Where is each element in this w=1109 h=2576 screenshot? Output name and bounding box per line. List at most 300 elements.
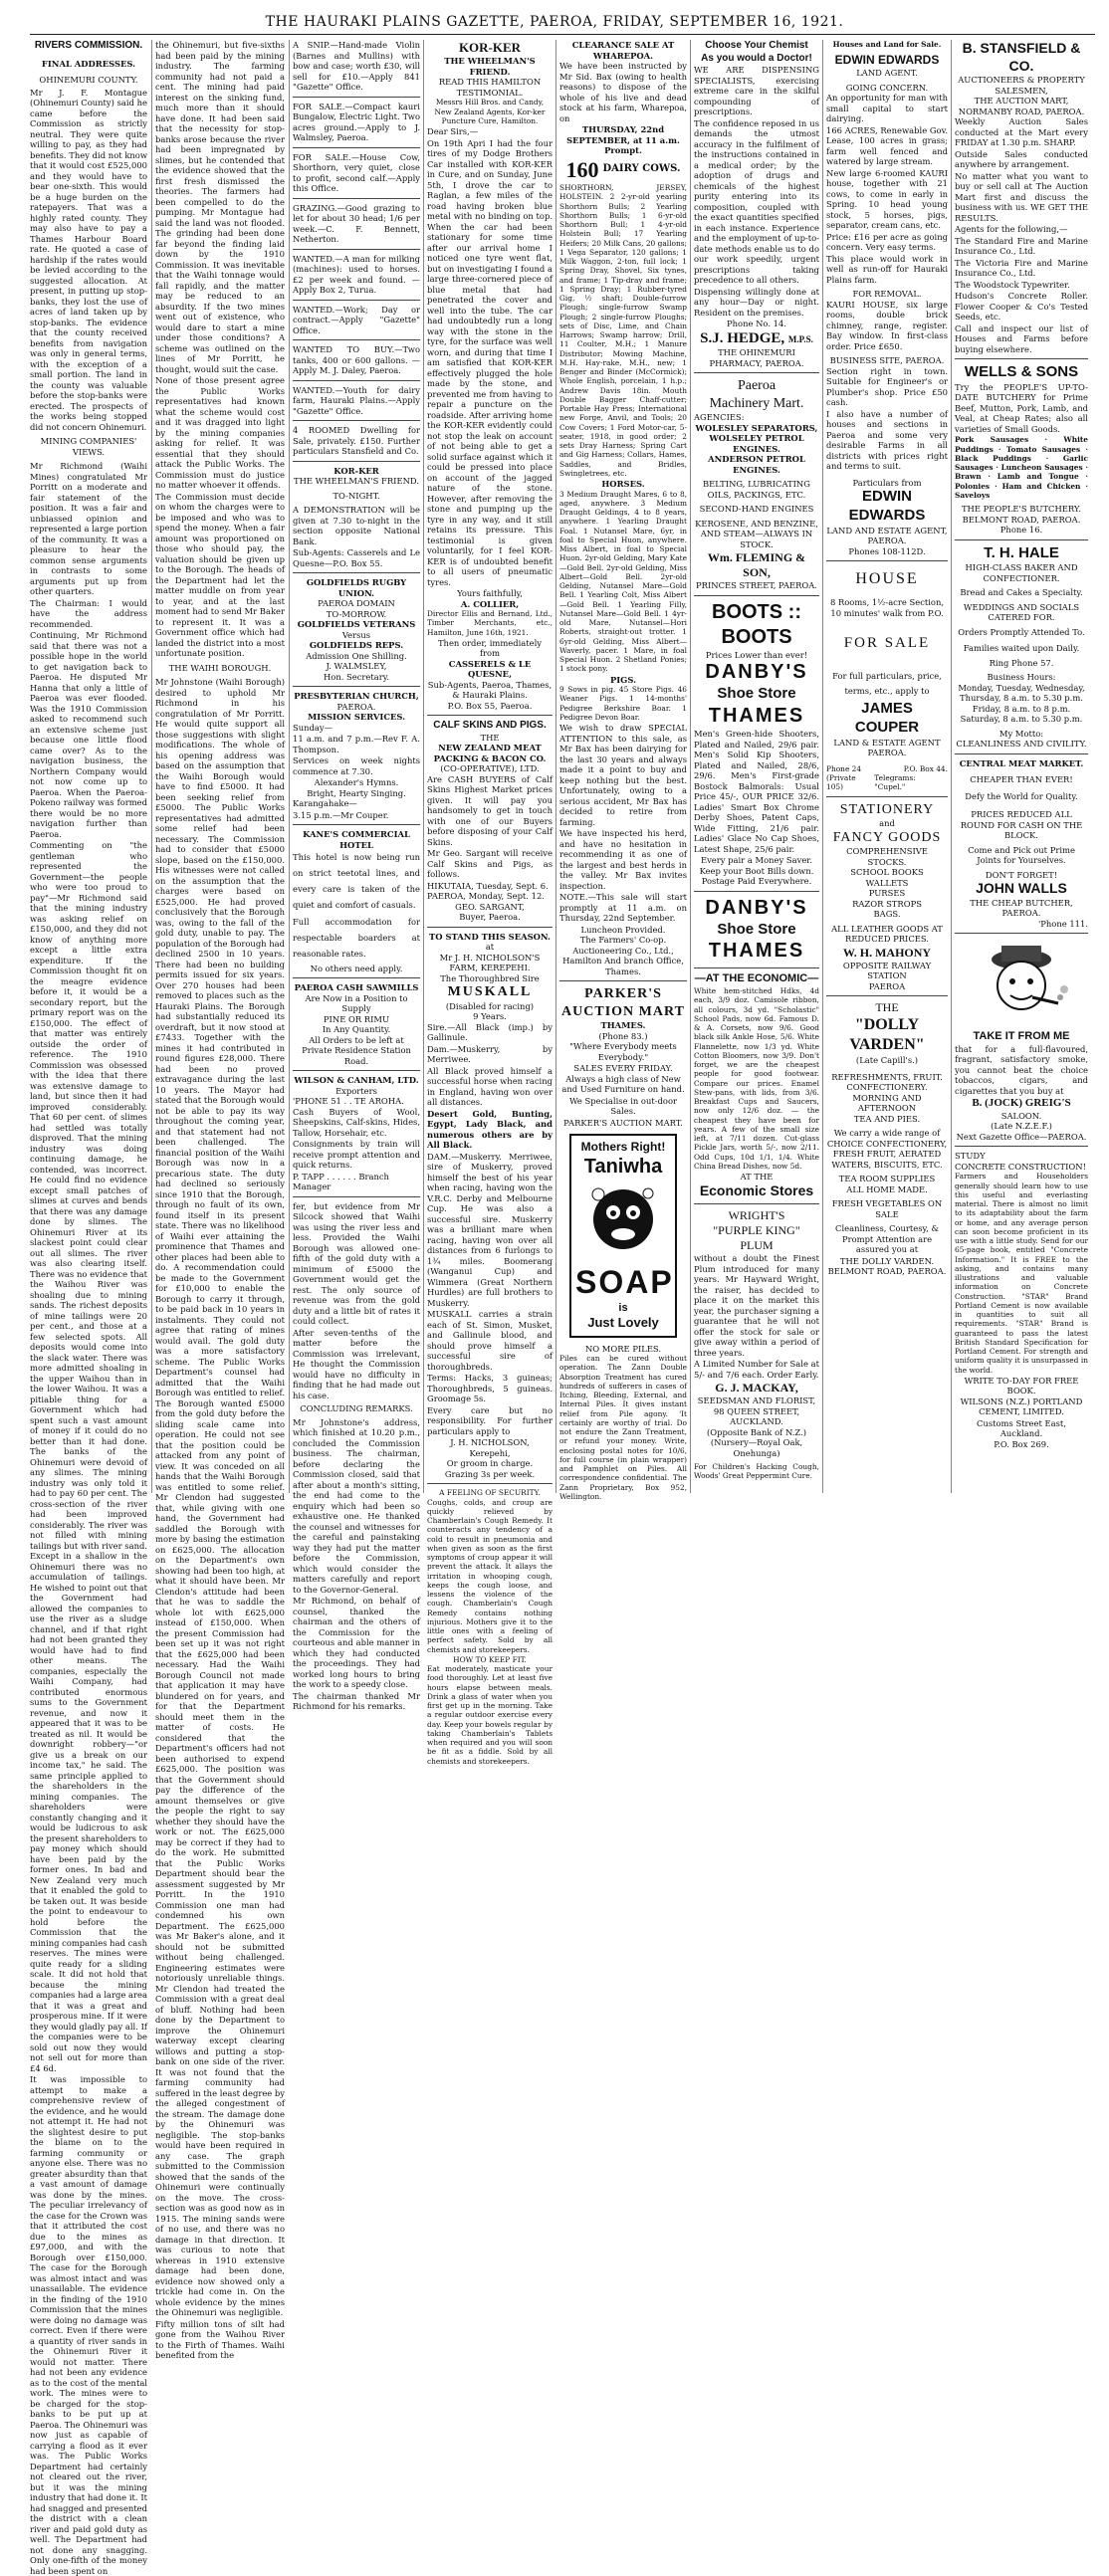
ad-text: Mr Geo. Sargant will receive Calf Skins and Pigs, as follows. [427, 848, 553, 880]
ad-text: No others need apply. [310, 963, 403, 973]
ad-text: DAIRY COWS. [602, 163, 681, 174]
ad-text: WE ARE DISPENSING SPECIALISTS, exercising extreme care in the skilful compounding of prescriptions. [694, 65, 819, 116]
horse-name: MUSKALL [447, 984, 533, 1000]
column-5 [559, 40, 687, 1501]
ad-text: PAEROA. [1001, 908, 1041, 919]
paragraph: Mr Johnstone (Waihi Borough) desired to uphold Mr Richmond in his congratulation of Mr Porritt. He would quite support all those suggestions with slight modifications. The whole of his opening address was based on the assumption that the Waihi Borough would have to find £5000. It had been seeking relief from £5000. The Public Works representatives had admitted some relief had been necessary. The Commission had to consider that £5000 slope, based on the £150,000. His witnesses were not called on the assumption that the charges were based on £525,000. He had proved conclusively that the Borough was, owing to the fall of the gold duty, unable to pay. The population of the Borough had declined 2500 in 10 years. There had been no building permits issued for six years. Over 270 houses had been removed to places such as the Hauraki Plains. The Borough had substantially reduced its overdraft, but it now stood at £7433. Together with the mines it had contributed in round figures £28,000. There had been no proved extravagance during the last 10 years. The Mayor had stated that the Borough would not be able to pay its way throughout the coming year, and that statement had not been challenged. The financial position of the Waihi Borough was now in a precarious state. The duty had declined so seriously since 1910 that the Borough, through no fault of its own, found itself in its present state. There was no likelihood of Waihi ever attaining the prominence that Thames and other places had been able to do. A recommendation could be made to the Government for £10,000 to enable the Borough to carry it through, to be paid back in 10 years in instalments. They could not agree that rating of mines would avail. The gold duty was a more satisfactory scheme. The Public Works Department's counsel had admitted that the Waihi Borough was entitled to relief. The Borough wanted £5000 from the gold duty before the sliding scale came into operation. He could not see that the position could be attacked from any point of view. It was conceded on all hands that the Waihi Borough was entitled to some relief. Mr Clendon had suggested that, while giving with one hand, the Government had saddled the Borough with more by basing the estimation on £625,000. The allocation on the Department's own showing had been too high, at what it should have been. Mr Clendon's attitude had been that he was to saddle the whole lot with £625,000 instead of £150,000. When the present Commission had been set up it was not right that the £625,000 had been necessary. Had the Waihi Borough Council not made that application it may have blundered on for years, and for that the Department should meet them in the matter of costs. He considered that the Department's officers had not been authorised to expend £625,000. The position was that the Government should pay the difference of the amount themselves or give the people the right to say whether they should have the work or not. The £625,000 may be correct if they had to do the work. He submitted that the Public Works Department should bear the assessment suggested by Mr Porritt. In the 1910 Commission one man had condemned his own Department. The £625,000 was Mr Baker's alone, and it should not be submitted without being challenged. Engineering estimates were notoriously unreliable things. Mr Clendon had treated the Commission with a great deal of bluff. Nothing had been done by the Department to improve the Ohinemuri waterway except clearing willows and putting a stop-bank on one side of the river. It was not found that the farming community had suffered in the least degree by the alleged congestment of the stream. The damage done by the Ohinemuri was negligible. The stop-banks would have been required in any case. The graph submitted to the Commission showed that the sands of the Ohinemuri were continually on the move. The cross-section was as good now as in 1915. The mining sands were of no use, and there was no damage in that direction. It was curious to note that whereas in 1910 extensive damage had been done, evidence now showed only a trickle had come in. On the whole evidence by the mines the Ohinemuri was negligible. [155, 677, 285, 2317]
ad-text: P.O. Box 44. [903, 763, 948, 773]
ad-text: that for a full-flavoured, fragrant, satisfactory smoke, you cannot beat the choice tobaccos, cigars, and cigarettes that you buy at [955, 1043, 1088, 1096]
ad-text: Defy the World for Quality. [965, 790, 1078, 801]
ad-heading: S.J. HEDGE, [700, 329, 785, 346]
ad-heading: GOLDFIELDS RUGBY UNION. [306, 577, 407, 598]
ad-text: BAGS. [873, 909, 901, 919]
ad-subheading: THE WHEELMAN'S FRIEND. [444, 56, 536, 77]
ad-text: Dam.—Muskerry, by Merriwee. [427, 1043, 553, 1065]
ad-text: The Victoria Fire and Marine Insurance Co., Ltd. [955, 257, 1088, 278]
paragraph: fer, but evidence from Mr Silcock showed that Waihi was using the river less and less. Provided the Waihi Borough was allowed one-fifth of the gold duty with a minimum of £5000 the Government would get the rest. The only source of revenue was from the gold duty and a little bit of rates it could collect. [293, 1200, 420, 1327]
ad-text: Terms: Hacks, 3 guineas; Thoroughbreds, 5 guineas. Groomage 5s. [427, 1373, 553, 1404]
ad-text: WOLSELEY PETROL ENGINES. [709, 433, 804, 454]
ad-text: THAMES. [600, 1020, 646, 1030]
column-rule [951, 40, 952, 1493]
ad-text: DON'T FORGET! [985, 869, 1058, 880]
ad-heading: COUPER [854, 719, 920, 736]
ad-text: NOTE.—This sale will start promptly at 11 a.m. on Thursday, 22nd September. [559, 892, 687, 923]
ad-text: We have inspected his herd, and have no hesitation in recommending it as one of the largest and best herds in the valley. Mr Bax invites inspection. [559, 828, 687, 891]
ad-heading: WRIGHT'S [728, 1208, 785, 1222]
ad-text: The Thoroughbred Sire [440, 972, 540, 983]
ad-text: Phone No. 14. [727, 319, 786, 328]
ad-text: PAEROA [868, 980, 906, 991]
ad-text: STUDY [955, 1151, 986, 1162]
ad-text: (Late Capill's.) [855, 1055, 919, 1065]
classified-ad: WANTED.—A man for milking (machines): used to horses. £2 per week and found. —Apply Box 2, Turua. [293, 253, 420, 295]
ad-text: Farmers and Householders generally should learn how to use this useful and everlasting material. There is almost no limit to its adaptability about the farm or home, and any average person can soon become proficient in its use with a little study. Send for our 65-page book, entitled "Concrete Information." It is FREE to the asking, and contains many illustrations and valuable information on Concrete Construction. "STAR" Brand Portland Cement is now available in quantities to suit all requirements. "STAR" Brand is guaranteed to pass the latest British Standard Specification for Portland Cement. For strength and uniform quality it is unsurpassed in the world. [955, 1172, 1088, 1375]
ad-heading: FOR SALE [843, 635, 931, 652]
ad-heading: TO-NIGHT. [333, 490, 380, 501]
ad-text: Cash Buyers of Wool, Sheepskins, Calf-skins, Hides, Tallow, Horsehair, etc. [293, 1106, 420, 1138]
ad-text: Postage Paid Everywhere. [701, 876, 812, 886]
paragraph: Mr Richmond, on behalf of counsel, thanked the chairman and the others of the Commission for the courteous and able manner in which they had conducted the proceedings. They had worked long hours to bring the work to a speedy close. [293, 1596, 420, 1690]
ad-text: SALOON. [1000, 1110, 1042, 1121]
ad-text: CLEANLINESS AND CIVILITY. [956, 739, 1087, 750]
ad-text: Hudson's Concrete Roller. Flower Cooper & Co's Tested Seeds, etc. [955, 291, 1088, 322]
ad-text: PRINCES STREET, PAEROA. [696, 580, 817, 591]
ad-heading: TAKE IT FROM ME [973, 1029, 1070, 1042]
ad-heading: —AT THE ECONOMIC— [694, 972, 819, 985]
brand-name: SOAP [575, 1263, 674, 1300]
ad-text: WEDDINGS AND SOCIALS CATERED FOR. [963, 601, 1080, 623]
stock-list: SHORTHORN, JERSEY, HOLSTEIN. 2 2-yr-old yearling Shorthorn Bulls; 2 Yearling Shorthorn Bulls; 1 6-yr-old Shorthorn Bull; 1 4-yr-old Holstein Bull; 17 Yearling Heifers; 20 Milk Cans, 20 gallons; 1 Vega Separator, 120 gallons; 1 Milk Waggon, 2-ton, full lock; 1 Spring Dray, Shovel, Six tynes, and frame; 1 Tip-dray and frame; 1 Spring Dray; 1 Rubber-tyred Gig, ½ shaft; Double-furrow Plough; single-furrow Swamp Plough; 2 single-furrow Ploughs; sets of Disc, Lime, and Chain Harrows; Swamp harrow; Drill, 11 Coulter, M.H.; 1 Manure Distributor; Mowing Machine, M.H. Hay-rake, M.H., new; 1 Benger and Binder (McCormick); Whole English, porcelain, 1 h.p.; Andrew Davis 18in. Mouth Double Bagger Chaff-cutter; Portable Hay Press; International new Forge, Anvil, and Tools; 20 Cow Covers; 1 Ford Motor-car, 5-seater, 1918, in good order; 2 sets Dray Harness; Spring Cart and Gig Harness; Collars, Hames, Saddles, and Bridles, Swingletrees, etc. [559, 183, 687, 478]
paragraph: the Ohinemuri, but five-sixths had been paid by the mining industry. The farming community had not paid a cent. The mining had paid interest on the sinking fund, much more than it should have done. It had been said that the necessity for stop-banks arose because the river had been impregnated by slimes, but he contended that the evidence showed that the first fresh dismissed the theories. The farmers had been compelled to do the pumping. Mr Montague had said the land was not flooded. The grinding had been done far beyond the finding laid down by the 1910 Commission. It was inevitable that the Waihi tonnage would fall rapidly, and the matter may be reduced to an absurdity. If the two mines went out of existence, who would dare to start a mine under those conditions? A scheme was outlined on the lines of Mr Porritt, he thought, would suit the case. [155, 40, 285, 374]
ad-text: J. WALMSLEY, [326, 661, 387, 671]
ad-text: A. COLLIER, [460, 598, 520, 609]
ad-text: Phone 24 [826, 763, 862, 773]
section-heading: BUSINESS SITE, PAEROA. [829, 355, 945, 366]
ad-heading: CLEARANCE SALE AT WHAREPOA. [571, 40, 675, 61]
ad-text: We wish to draw SPECIAL ATTENTION to this sale, as Mr Bax has been dairying for the last 30 years and always made it a point to buy and keep nothing but the best. Unfortunately, owing to a serious accident, Mr Bax has decided to retire from farming. [559, 723, 687, 827]
ad-heading: THAMES [708, 940, 805, 963]
ad-text: COMPREHENSIVE STOCKS. [846, 846, 928, 867]
ad-text: Or groom in charge. [446, 1458, 534, 1469]
ad-heading: CALF SKINS AND PIGS. [433, 720, 547, 732]
ad-heading: EDWIN EDWARDS [834, 53, 940, 68]
ad-text: (Nursery—Royal Oak, Onehunga) [710, 1437, 803, 1458]
masthead-rule [30, 34, 1095, 35]
ad-text: THE CHEAP BUTCHER, [970, 897, 1073, 908]
ad-heading: PAEROA CASH SAWMILLS [294, 982, 419, 993]
ad-text: White hem-stitched Hdks, 4d each, 3/9 doz. Camisole ribbon, all colours, 3d yd. "Scholastic" School Pads, now 6d. Famous D. & A. Corsets, now 9/6. Good black silk Ankle Hose, 5/6. White Flannelette, now 1/3 yd. White Cotton Bloomers, now 3/9. Don't forget, we are the cheapest people for good footwear. Compare our prices. Enamel Stew-pans, with lids, from 3/6. Breakfast Cups and Saucers, now only 12/6 doz. — the cheapest they have been for years. A few of the small size left, at 7/11 dozen. Cut-glass Pickle Jars, worth 5/-, now 2/11. Odd Cups, 10d 1/1, 1/4. White China Bread Dishes, now 5d. [694, 986, 819, 1171]
ad-text: Hon. Secretary. [323, 671, 390, 682]
classified-ad: WANTED TO BUY.—Two tanks, 400 or 600 gallons. —Apply M. J. Daley, Paeroa. [293, 344, 420, 375]
column-rule [555, 40, 556, 1493]
ad-text: Bread and Cakes a Specialty. [960, 587, 1083, 598]
ad-text: Monday, Tuesday, Wednesday, Thursday, 8 a.m. to 5.30 p.m. [958, 682, 1085, 704]
ad-text: Call and inspect our list of Houses and Farms before buying elsewhere. [955, 322, 1088, 354]
column-rule [289, 40, 290, 1493]
ad-text: Saturday, 8 a.m. to 5.30 p.m. [960, 714, 1083, 725]
stock-list: 9 Sows in pig. 45 Store Pigs. 46 Weaner Pigs. 1 14-months' Pedigree Berkshire Boar. 1 Pedigree Devon Boar. [559, 685, 687, 722]
ad-text: Try the PEOPLE'S UP-TO-DATE BUTCHERY for Prime Beef, Mutton, Pork, Lamb, and Veal, at Cheap Rates; also all varieties of Small Goods. [955, 381, 1088, 434]
paragraph: Coughs, colds, and croup are quickly relieved by Chamberlain's Cough Remedy. It counteracts any tendency of a cold to result in pneumonia and when given as soon as the first symptoms of croup appear it will prevent the attack. It allays the irritation in whooping cough, keeps the cough loose, and lessens the violence of the cough. Chamberlain's Cough Remedy contains nothing injurious. Mothers give it to the little ones with a feeling of perfect safety. Sold by all chemists and storekeepers. [427, 1497, 553, 1654]
ad-text: KAURI HOUSE, six large rooms, double brick chimney, range, register. Bay window. In first-class order. Price £650. [826, 299, 948, 351]
ad-text: Price: £16 per acre as going concern. Very easy terms. [826, 231, 948, 253]
smoker-illustration [955, 938, 1088, 1027]
ad-text: (Private 105) [826, 773, 856, 792]
ad-text: Every care but no responsibility. For further particulars apply to [427, 1404, 553, 1436]
column-6 [694, 40, 819, 1493]
ad-heading: PLUM [740, 1238, 774, 1252]
ad-text: Full accommodation for respectable boarders at reasonable rates. [293, 916, 420, 959]
section-heading: HORSES. [601, 479, 645, 489]
ad-text: Exporters [335, 1085, 377, 1096]
ad-text: THE AUCTION MART, [974, 96, 1069, 106]
ad-text: CONFECTIONERY. [846, 1082, 928, 1092]
ad-heading: Machinery Mart. [709, 395, 804, 411]
ad-text: WOLESLEY SEPARATORS, [695, 422, 818, 433]
column-rule [423, 40, 424, 1493]
paragraph: Eat moderately, masticate your food thoroughly. Let at least five hours elapse between meals. Drink a glass of water when you first get up in the morning. Take a regular outdoor exercise every day. Keep your bowels regular by taking Chamberlain's Tablets when required and you will soon be fit as a fiddle. Sold by all chemists and storekeepers. [427, 1664, 553, 1766]
ad-text: AT THE [740, 1172, 774, 1181]
ad-text: Friday, 8 a.m. to 8 p.m. [972, 703, 1071, 714]
ad-text: Admission One Shilling. [306, 650, 407, 661]
ad-heading: Choose Your Chemist [705, 40, 808, 51]
ad-text: An opportunity for man with small capital to start dairying. [826, 93, 948, 124]
ad-text: SALES EVERY FRIDAY. [573, 1063, 673, 1073]
ad-text: OPPOSITE RAILWAY STATION [842, 960, 932, 980]
ad-text: Ring Phone 57. [989, 657, 1054, 668]
classified-ad: WANTED.—Work; Day or contract.—Apply "Gazette" Office. [293, 304, 420, 335]
ad-text: BELMONT ROAD, PAEROA. [827, 1266, 947, 1276]
ad-text: Families waited upon Daily. [963, 643, 1080, 654]
ad-text: LAND AGENT. [856, 68, 918, 79]
ad-heading: Mothers Right! [580, 1140, 666, 1154]
ad-text: WILSONS (N.Z.) PORTLAND CEMENT, LIMITED. [960, 1395, 1083, 1417]
ad-text: ANDERSON PETROL ENGINES. [708, 454, 805, 475]
classified-ad: FOR SALE.—House Cow, Shorthorn, very quiet, close to profit, second calf.—Apply this Office. [293, 151, 420, 193]
classified-ad: GRAZING.—Good grazing to let for about 30 head; 1/6 per week.—C. F. Bennett, Netherton. [293, 202, 420, 244]
ad-text: BELTING, LUBRICATING OILS, PACKINGS, ETC. [703, 479, 810, 500]
ad-heading: Economic Stores [699, 1181, 814, 1198]
ad-text: Buyer, Paeroa. [459, 912, 521, 923]
ad-text: "Where Everybody meets Everybody." [569, 1041, 677, 1062]
ad-text: MISSION SERVICES. [307, 712, 406, 722]
ad-text: GOLDFIELDS VETERANS [297, 619, 416, 629]
ad-heading: THAMES [708, 705, 805, 727]
column-7 [826, 40, 948, 1493]
paragraph: Commenting on "the gentleman who represented the Government—the people who were too proud to pay"—Mr Richmond said that the mining industry was asking relief on £150,000, and they did not know of anything more except a little extra expenditure. If the Commission thought fit on the meagre evidence before it, it would be a secondary report, but the primary report was on the £150,000. The effect of that matter was entirely outside the order of reference. The 1910 Commission was obsessed with the idea that there was extensive damage to land, but since then it had improved considerably. That 60 per cent. of slimes had settled was totally disproved. That the mining industry was doing continuing damage, he contended, was incorrect. He could find no evidence except small patches of slimes at curves and bends that there was any damage done by slimes. The Ohinemuri River at its slackest point could clear out all slimes. The river was also clearing itself. There was no evidence that the Waihou River was shoaling due to mining sands. The richest deposits of mine tailings were 20 per cent., and those at a few selected spots. All deposits would come into the slack water. There was more admitted shoaling in the upper Waihou than in the lower Waihou. It was a pitiable thing for a Government which had spent such a vast amount of money if it could do no better than it had done. The banks of the Ohinemuri were devoid of any slimes. The mining industry was only told it had to pay 60 per cent. The cross-section of the river had been improved considerably. The river was not filled with mining tailings but with river sand. Except in a shallow in the Ohinemuri there was no accumulation of tailings. He wished to point out that the Government had allowed the companies to use the river as a sludge channel, and if that right had not been granted they would have had to find other means. The companies, especially the Waihi Company, had contributed enormous sums to the Government revenue, and now it appeared that it was to be treated as nil. It would be downright robbery—"or give us a break on our income tax," he said. The same principle applied to the shareholders in the mining companies. The shareholders were constantly changing and it would be ludicrous to ask the present shareholders to pay money which should have been paid by the former ones. In bad and New Zealand very much that it enabled the gold to be taken out. It was beside the point to endeavour to hold before the Commission that the mining companies had cash reserves. The mines were quite ready for a sliding scale. It did not hold that because the mining companies had a large area that it was a great and prosperous mine. If it were they would gladly pay all. If the companies were to be sold out now they would not sell out for more than £4 6d. [30, 840, 147, 2073]
ad-text: ALL HOME MADE. [846, 1183, 928, 1194]
ad-text: WRITE TO-DAY FOR FREE BOOK. [964, 1375, 1079, 1396]
ad-text: MORNING AND AFTERNOON [852, 1092, 922, 1113]
column-rule [822, 40, 823, 1493]
ad-heading: BOOTS :: BOOTS [712, 600, 801, 648]
ad-text: All Orders to be left at Private Residence Station Road. [302, 1034, 411, 1066]
ad-text: SECOND-HAND ENGINES [699, 504, 814, 515]
ad-text: Kerepehi, [469, 1447, 511, 1458]
ad-text: (Phone 83.) [598, 1030, 648, 1041]
ad-heading: DANBY'S [705, 661, 808, 684]
ad-heading: HOUSE [855, 570, 919, 588]
ad-text: Prices Lower than ever! [705, 649, 808, 660]
ad-text: 8 Rooms, 1½-acre Section, 10 minutes' walk from P.O. [829, 597, 945, 618]
ad-text: Services on week nights commence at 7.30. [293, 755, 420, 776]
ad-text: Particulars from [852, 477, 922, 488]
ad-heading: Houses and Land for Sale. [832, 40, 942, 49]
ad-text: Director Ellis and Bernand, Ltd., Timber Merchants, etc., Hamilton, June 16th, 1921. [427, 609, 553, 637]
ad-text: THE PEOPLE'S BUTCHERY. [961, 504, 1082, 514]
soap-face-illustration [578, 1180, 668, 1259]
ad-text: Sub-Agents: Casserels and Le Quesne—P.O. Box 55. [293, 547, 420, 568]
ad-text: RAZOR STROPS [852, 898, 922, 909]
ad-text: Every pair a Money Saver. [700, 855, 813, 865]
ad-heading: As you would a Doctor! [701, 52, 812, 64]
ad-text: In Any Quantity. [322, 1024, 391, 1035]
paragraph: Mr Johnstone's address, which finished at 10.20 p.m., concluded the Commission business. The chairman, before declaring the Commission closed, said that after about a month's sitting, the end had come to the enquiry which had been so exhaustive one. He thanked the counsel and witnesses for the careful and painstaking way they had put the matter before the Commission, which would consider the matters carefully and report to the Governor-General. [293, 1416, 420, 1595]
ad-text: 11 a.m. and 7 p.m.—Rev F. A. Thompson. [293, 734, 420, 754]
ad-text: The Farmers' Co-op. Auctioneering Co., Ltd., Hamilton And branch Office, Thames. [562, 935, 684, 976]
ad-text: HIKUTAIA, Tuesday, Sept. 6. [427, 880, 549, 891]
ad-text: Pork Sausages · White Puddings · Tomato Sausages · Black Puddings · Garlic Sausages · Luncheon Sausages · Brawn · Lamb and Tongue · Polonies · Ham and Chicken · Saveloys [955, 435, 1088, 500]
ad-text: PRICES REDUCED ALL ROUND FOR CASH ON THE BLOCK. [960, 809, 1083, 841]
ad-text: Always a high class of New and Used Furniture on hand. [561, 1073, 685, 1094]
ad-text: Are Now in a Position to Supply [305, 992, 408, 1014]
ad-text: New large 6-roomed KAURI house, together with 21 cows, to come in early in Spring. 10 head young stock, 5 horses, pigs, separator, cream cans, etc. [826, 167, 948, 231]
ad-heading: DANBY'S [705, 896, 808, 919]
ad-text: We have been instructed by Mr Sid. Bax (owing to health reasons) to dispose of the whole of his live and dead stock at his farm, Wharepoa, on [559, 61, 687, 123]
ad-text: NORMANBY ROAD, PAEROA. [958, 106, 1085, 116]
ad-text: LAND AND ESTATE AGENT, PAEROA. [826, 525, 948, 546]
ad-text: NEW ZEALAND MEAT PACKING & BACON CO. [433, 743, 547, 763]
ad-text: This place would work in well as run-off for Hauraki Plains farm. [826, 253, 948, 285]
ad-text: TEA ROOM SUPPLIES [838, 1174, 936, 1183]
ad-text: P.O. Box 55, Paeroa. [447, 700, 533, 711]
column-1 [30, 40, 147, 2576]
ad-text: Men's Green-hide Shooters, Plated and Nailed, 29/6 pair. Men's Solid Kip Shooters, Plated and Nailed, 28/6, 29/6. Men's First-grade Bostock Balmorals: Usual Price 45/-, OUR PRICE 32/6. Ladies' Smart Box Chrome Derby Shoes, Patent Caps, Wide Fitting, 21/6 pair. Ladies' Glace No Cap Shoes, Latest Shape, 25/6 pair. [694, 729, 819, 854]
ad-text: Outside Sales conducted anywhere by arrangement. [955, 148, 1088, 169]
ad-heading: JOHN WALLS [976, 880, 1067, 897]
ad-text: Dispensing willingly done at any hour—Day or night. Resident on the premises. [694, 286, 819, 318]
classified-ad: WANTED.—Youth for dairy farm, Hauraki Plains.—Apply "Gazette" Office. [293, 384, 420, 416]
article-subtitle: FINAL ADDRESSES. [41, 58, 136, 69]
ad-text: GEO. SARGANT, [455, 901, 525, 912]
ad-text: 'Phone 111. [1037, 918, 1088, 929]
ad-text: On 19th Apri I had the four tires of my Dodge Brothers Car installed with KOR-KER in Cure, and on Sunday, June 5th, I drove the car to Raglan, a few miles of the road having broken blue metal with no binding on top. When the car had been stationary for some time after our arrival home I noticed one tyre went flat, but on investigating I found a large three-cornered piece of blue metal that had penetrated the cover and well into the tube. The car had undoubtedly run a long way with the stone in the tyre, for the surface was well worn, and during that time I am satisfied that KOR-KER effectively plugged the hole made by the stone, and prevented me from having to repair a puncture on the roadside. After arriving home the KOR-KER evidently could not stop the leak on account of not being able to get a solid surface against which it could be pressed into place on account of the jagged nature of the stone. However, after removing the stone and pumping up the tyre in any way, and it still retains its pressure. This testimonial is given voluntarily, for I feel KOR-KER is of undoubted benefit to all users of pneumatic tyres. [427, 137, 553, 587]
paragraph: The Chairman: I would have the address recommended. [30, 597, 147, 629]
ad-text: Desert Gold, Bunting, Egypt, Lady Black, and numerous others are by All Black. [427, 1108, 553, 1151]
ad-text: Keep your Boot Bills down. [699, 865, 814, 876]
ad-text: M.P.S. [787, 333, 813, 344]
ad-subheading: THE WHEELMAN'S FRIEND. [294, 476, 419, 486]
ad-heading: Wm. FLEMING & SON, [707, 550, 806, 580]
ad-text: CHEAPER THAN EVER! [970, 774, 1073, 785]
ad-heading: CENTRAL MEAT MARKET. [959, 757, 1084, 768]
ad-text: Phone 16. [999, 525, 1043, 535]
column-rule [151, 40, 152, 1493]
ad-text: PURSES [868, 888, 906, 898]
ad-text: Weekly Auction Sales conducted at the Mart every FRIDAY at 1.30 p.m. SHARP. [955, 116, 1088, 147]
ad-text: AGENCIES: [694, 412, 745, 423]
ad-heading: WELLS & SONS [964, 363, 1079, 380]
ad-heading: AUCTION MART [561, 1003, 685, 1019]
section-heading: NO MORE PILES. [584, 1343, 662, 1354]
column-8 [955, 40, 1088, 1493]
ad-heading: PARKER'S [584, 986, 662, 1001]
ad-text: For Children's Hacking Cough, Woods' Great Peppermint Cure. [694, 1462, 819, 1481]
ad-text: Alexander's Hymns. [314, 777, 399, 787]
ad-heading: JAMES [861, 700, 913, 718]
ad-text: SCHOOL BOOKS [850, 867, 924, 877]
ad-text: Business Hours: [987, 672, 1056, 683]
ad-text: AUCTIONEERS & PROPERTY SALESMEN, [958, 75, 1085, 96]
section-heading: A FEELING OF SECURITY. [439, 1488, 541, 1498]
ad-text: 166 ACRES, Renewable Gov. Lease, 100 acres in grass; farm well fenced and watered by large stream. [826, 124, 948, 167]
ad-text: DAM.—Muskerry. Merriwee, sire of Muskerry, proved himself the best of his year when racing, having won the V.R.C. Derby and Melbourne Cup. He was also a successful sire. Muskerry was a brilliant mare when racing, having won over all distances from 6 furlongs to 1¾ miles. Boomerang (Wanganui Cup) and Wimmera (Great Northern Hurdles) are full brothers to Muskerry. [427, 1151, 553, 1308]
section-heading: OHINEMURI COUNTY. [39, 75, 138, 85]
ad-text: KEROSENE, AND BENZINE, AND STEAM—ALWAYS IN STOCK. [695, 518, 818, 549]
section-heading: CONCLUDING REMARKS. [300, 1403, 413, 1414]
ad-text: Customs Street East, Auckland. [977, 1417, 1066, 1439]
ad-text: A Limited Number for Sale at 5/- and 7/6 each. Order Early. [694, 1359, 819, 1380]
ad-heading: "PURPLE KING" [713, 1223, 800, 1237]
ad-text: Messrs Hill Bros. and Candy, New Zealand Agents, Kor-ker Puncture Cure, Hamilton. [434, 98, 546, 125]
ad-text: Dear Sirs,— [427, 126, 479, 136]
ad-text: For full particulars, price, terms, etc., apply to [832, 671, 942, 697]
column-2 [155, 40, 285, 2360]
ad-text: TEA AND PIES. [853, 1113, 921, 1124]
section-heading: GOING CONCERN. [845, 82, 929, 93]
ad-text: My Motto: [998, 728, 1044, 739]
ad-heading: Paeroa [737, 378, 776, 394]
ad-heading: Shoe Store [717, 920, 796, 938]
ad-text: MUSKALL carries a strain each of St. Simon, Musket, and Gallinule blood, and should prove himself a successful sire of thoroughbreds. [427, 1309, 553, 1372]
ad-text: P. TAPP . . . . . . Branch Manager [293, 1171, 389, 1192]
article-title: RIVERS COMMISSION. [34, 40, 143, 51]
ad-text: ALL LEATHER GOODS AT REDUCED PRICES. [831, 923, 943, 944]
paragraph: Mr Richmond (Waihi Mines) congratulated Mr Porritt on a moderate and fair statement of the position. It was a fair and unbiassed opinion and represented a large portion of the community. It was a pleasure to hear the common sense arguments in contrasts to some arguments put up from other quarters. [30, 461, 147, 596]
ad-text: GOLDFIELDS REPS. [309, 640, 404, 650]
ad-text: All Black proved himself a successful horse when racing in England, having won over all distances. [427, 1065, 553, 1108]
ad-text: Versus [341, 629, 371, 640]
ad-text: LAND & ESTATE AGENT [833, 737, 941, 748]
ad-text: SEEDSMAN AND FLORIST, [697, 1395, 816, 1405]
ad-heading: Shoe Store [717, 685, 796, 703]
ad-text: Sire.—All Black (imp.) by Gallinule. [427, 1021, 553, 1043]
ad-heading: WILSON & CANHAM, LTD. [294, 1075, 419, 1086]
ad-heading: KANE'S COMMERCIAL HOTEL [303, 829, 410, 850]
ad-text: CONCRETE CONSTRUCTION! [955, 1161, 1086, 1172]
ad-text: No matter what you want to buy or sell call at The Auction Mart first and discuss the business with us. WE GET THE RESULTS. [955, 170, 1088, 223]
ad-text: Consignments by train will receive prompt attention and quick returns. [293, 1139, 420, 1171]
ad-text: BELMONT ROAD, PAEROA. [962, 514, 1081, 525]
ad-heading: STATIONERY [839, 801, 935, 817]
ad-text: Section right in town. Suitable for Engineer's or Plumber's shop. Price £50 cash. [826, 365, 948, 408]
ad-text: 9 Years. [473, 1011, 507, 1022]
ad-text: P.O. Box 269. [994, 1438, 1049, 1449]
column-rule [690, 40, 691, 1493]
ad-text: PARKER'S AUCTION MART. [563, 1117, 683, 1128]
ad-heading: KOR-KER [333, 465, 379, 476]
ad-text: at [485, 942, 495, 953]
ad-text: Next Gazette Office—PAEROA. [956, 1131, 1087, 1142]
ad-text: Phones 108-112D. [848, 545, 926, 556]
ad-heading: KOR-KER [458, 40, 522, 55]
ad-text: Are CASH BUYERS of Calf Skins Highest Market prices given. It will pay you handsomely to get in touch with one of our Buyers before disposing of your Calf Skins. [427, 773, 553, 847]
ad-heading: EDWIN [862, 488, 912, 506]
ad-text: A DEMONSTRATION will be given at 7.30 to-night in the section opposite National Bank. [293, 505, 420, 546]
ad-text: THE [875, 1000, 899, 1014]
paragraph: Piles can be cured without operation. The Zann Double Absorption Treatment has cured hundreds of sufferers in cases of Itching, Bleeding, External, and Internal Piles. It gives instant relief from Pile agony. 'It certainly are worthy of trial. Do not endure the Zann Treatment, or refund your money. Write, enclosing postal notes for 10/6, for full course (in plain wrapper) and Pamphlet on Piles. All correspondence confidential. The Zann Proprietary, Box 952, Wellington. [559, 1354, 687, 1501]
ad-text: CHOICE CONFECTIONERY, FRESH FRUIT, AERATED WATERS, BISCUITS, ETC. [826, 1138, 948, 1170]
ad-text: 'PHONE 51 . . TE AROHA. [293, 1096, 404, 1107]
column-4 [427, 40, 553, 1766]
ad-heading: PRESBYTERIAN CHURCH, [294, 691, 419, 701]
ad-text: PAEROA. [336, 701, 376, 712]
ad-heading: T. H. HALE [984, 543, 1059, 561]
paragraph: The chairman thanked Mr Richmond for his remarks. [293, 1690, 420, 1712]
ad-text: PAEROA. [867, 748, 907, 758]
ad-text: Yours faithfully, [457, 588, 523, 598]
ad-text: THE OHINEMURI PHARMACY, PAEROA. [709, 347, 804, 368]
ad-text: The confidence reposed in us demands the utmost accuracy in the fulfilment of the instructions contained in a medical order; by the adoption of drugs and chemicals of the highest purity entering into its composition, coupled with the exact quantities specified in each instance. Experience and the employment of up-to-date methods enable us to do our work speedily, urgent prescriptions taking precedence to all others. [694, 117, 819, 285]
ad-heading: FANCY GOODS [832, 829, 942, 845]
cow-count: 160 [565, 156, 599, 182]
ad-text: Come and Pick out Prime Joints for Yourselves. [968, 844, 1075, 866]
ad-text: THURSDAY, 22nd SEPTEMBER, at 11 a.m. Prompt. [566, 124, 680, 155]
soap-ad [569, 1134, 677, 1338]
ad-text: 3.15 p.m.—Mr Couper. [293, 809, 389, 820]
ad-text: I also have a number of houses and sections in Paeroa and some very desirable Farms in all districts with prices right and terms to suit. [826, 408, 948, 472]
ad-text: HIGH-CLASS BAKER AND CONFECTIONER. [965, 562, 1078, 583]
ad-heading: B. (JOCK) GREIG'S [972, 1097, 1071, 1109]
ad-text: without a doubt the Finest Plum introduced for many years. Mr Hayward Wright, the raiser, has decided to place it on the market this year, the purchaser signing a guarantee that he will not offer the stock for sale or give away within a period of three years. [694, 1253, 819, 1358]
paragraph: The Commission must decide on whom the charges were to be imposed and who was to spend the money. When a fair amount was proportioned on those who should pay, the valuation should be given up to the Borough. The heads of the Department had let the matter muddle on from year to year, and at the last moment had to send Mr Baker to represent it. It was a Government office which had landed the district into a most unfortunate position. [155, 491, 285, 658]
section-heading: MINING COMPANIES' VIEWS. [40, 436, 137, 457]
ad-text: THE [480, 732, 500, 743]
ad-text: THE DOLLY VARDEN. [839, 1255, 935, 1266]
ad-text: (CO-OPERATIVE), LTD. [440, 763, 540, 774]
ad-text: and [879, 818, 895, 828]
paragraph: None of those present agree the Public Works representatives had known what the scheme would cost and it was dragged into light by the mining companies asking for relief. It was essential that they should attack the Public Works. The Commission must do justice no matter whoever it offends. [155, 375, 285, 490]
ad-text: is [618, 1301, 628, 1314]
section-heading: THE WAIHI BOROUGH. [168, 662, 272, 673]
ad-text: Bright, Hearty Singing. [307, 787, 406, 798]
ad-heading: W. H. MAHONY [842, 945, 932, 960]
ad-text: The Standard Fire and Marine Insurance Co., Ltd. [955, 235, 1088, 256]
ad-text: Then order, immediately from [437, 637, 543, 659]
ad-text: Sunday— [293, 722, 333, 733]
ad-text: Telegrams: "Cupel." [874, 773, 916, 792]
ad-text: (Late N.Z.E.F.) [991, 1121, 1052, 1132]
paragraph: Fifty million tons of silt had gone from the Waihou River to the Firth of Thames. Waihi benefited from the [155, 2318, 285, 2360]
paragraph: Continuing, Mr Richmond said that there was not a possible hope in the world to get navigation back to Paeroa. He disputed Mr Hanna that only a little of Paeroa was ever flooded. Was the 1910 Commission asked to recommend such an extensive scheme just because one little flood came over? As to the navigation business, the Northern Company would not now come up to Paeroa. When the Paeroa-Pokeno railway was formed there would be no more navigation further than Paeroa. [30, 630, 147, 839]
ad-text: Luncheon Provided. [580, 924, 666, 935]
ad-text: The Woodstock Typewriter. [955, 279, 1070, 290]
ad-text: CASSERELS & LE QUESNE, [448, 658, 532, 680]
section-heading: HOW TO KEEP FIT. [453, 1654, 527, 1664]
ad-text: This hotel is now being run on strict teetotal lines, and every care is taken of the quiet and comfort of casuals. [293, 852, 420, 910]
ad-subheading: READ THIS HAMILTON TESTIMONIAL. [438, 77, 542, 98]
section-heading: FOR REMOVAL. [852, 289, 922, 300]
ad-text: WALLETS [865, 877, 909, 888]
ad-text: FRESH VEGETABLES ON SALE [831, 1198, 943, 1219]
ad-text: Sub-Agents, Paeroa, Thames, & Hauraki Plains. [427, 679, 553, 701]
ad-text: PINE OR RIMU [323, 1013, 390, 1024]
classified-ad: FOR SALE.—Compact kauri Bungalow, Electric Light. Two acres ground.—Apply to J. Walmsley, Paeroa. [293, 101, 420, 142]
classified-ad: A SNIP.—Hand-made Violin (Barnes and Mullins) with bow and case; worth £30, will sell for £10.—Apply 841 "Gazette" Office. [293, 40, 420, 92]
ad-heading: "DOLLY VARDEN" [849, 1016, 925, 1053]
classified-ad: 4 ROOMED Dwelling for Sale, privately. £150. Further particulars Stansfield and Co. [293, 425, 420, 456]
ad-text: We carry a wide range of [833, 1128, 941, 1138]
